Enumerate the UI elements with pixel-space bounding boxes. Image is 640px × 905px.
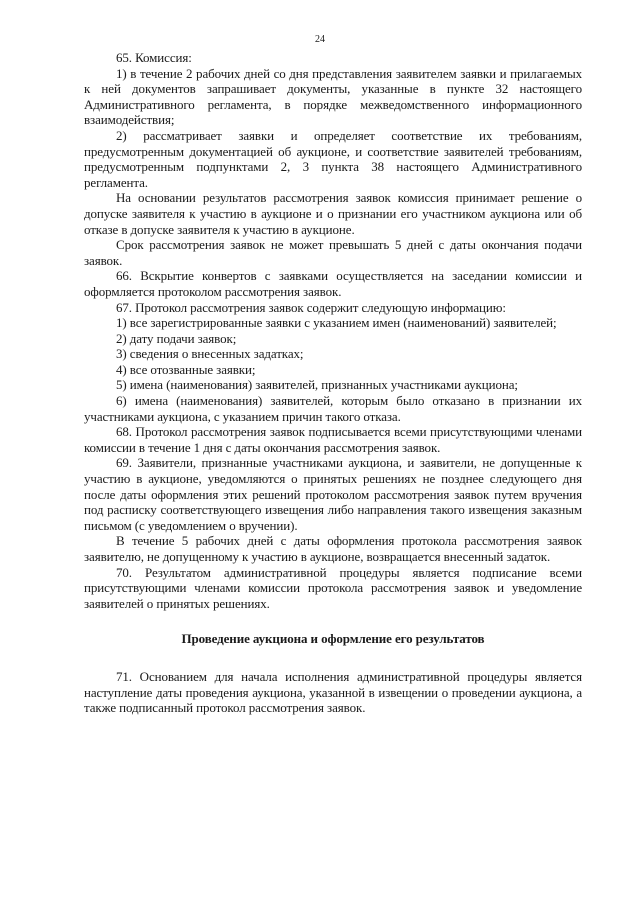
paragraph: 5) имена (наименования) заявителей, признанных участниками аукциона; [116,377,518,393]
paragraph: 4) все отозванные заявки; [116,361,256,377]
paragraph: 67. Протокол рассмотрения заявок содержит следующую информацию: [116,299,506,315]
paragraph: 66. Вскрытие конвертов с заявками осуществляется на заседании комиссии и оформляется протоколом рассмотрения заявок. [84,268,582,299]
document-body [84,50,582,716]
paragraph: 69. Заявители, признанные участниками аукциона, и заявители, не допущенные к участию в аукционе, уведомляются о принятых решениях не позднее следующего дня после даты оформления этих решений протоколом рассмотрения заявок путем вручения под расписку соответствующего извещения либо направления такого извещения заказным письмом (с уведомлением о вручении). [84,455,582,533]
paragraph: 6) имена (наименования) заявителей, которым было отказано в признании их участниками аукциона, с указанием причин такого отказа. [84,393,582,424]
paragraph: 65. Комиссия: [116,50,192,65]
paragraph: 70. Результатом административной процедуры является подписание всеми присутствующими членами комиссии протокола рассмотрения заявок и уведомление заявителей о принятых решениях. [84,564,582,611]
paragraph: 2) рассматривает заявки и определяет соответствие их требованиям, предусмотренным документацией об аукционе, и соответствие заявителей требованиям, предусмотренным подпунктами 2, 3 пункта 38 настоящего Административного регламента. [84,127,582,190]
paragraph: 68. Протокол рассмотрения заявок подписывается всеми присутствующими членами комиссии в течение 1 дня с даты окончания рассмотрения заявок. [84,424,582,455]
section-heading: Проведение аукциона и оформление его результатов [181,631,485,647]
paragraph: 3) сведения о внесенных задатках; [116,346,304,362]
paragraph: Срок рассмотрения заявок не может превышать 5 дней с даты окончания подачи заявок. [84,237,582,268]
paragraph: 1) все зарегистрированные заявки с указанием имен (наименований) заявителей; [116,315,557,331]
page-number: 24 [315,34,325,45]
paragraph: На основании результатов рассмотрения заявок комиссия принимает решение о допуске заявителя к участию в аукционе и о признании его участником аукциона или об отказе в допуске заявителя к участию в аукционе. [84,190,582,237]
paragraph: 2) дату подачи заявок; [116,330,237,346]
paragraph: В течение 5 рабочих дней с даты оформления протокола рассмотрения заявок заявителю, не допущенному к участию в аукционе, возвращается внесенный задаток. [84,533,582,564]
paragraph: 71. Основанием для начала исполнения административной процедуры является наступление даты проведения аукциона, указанной в извещении о проведении аукциона, а также подписанный протокол рассмотрения заявок. [84,668,582,716]
paragraph: 1) в течение 2 рабочих дней со дня представления заявителем заявки и прилагаемых к ней документов запрашивает документы, указанные в пункте 32 настоящего Административного регламента, в порядке межведомственного информационного взаимодействия; [84,65,582,128]
